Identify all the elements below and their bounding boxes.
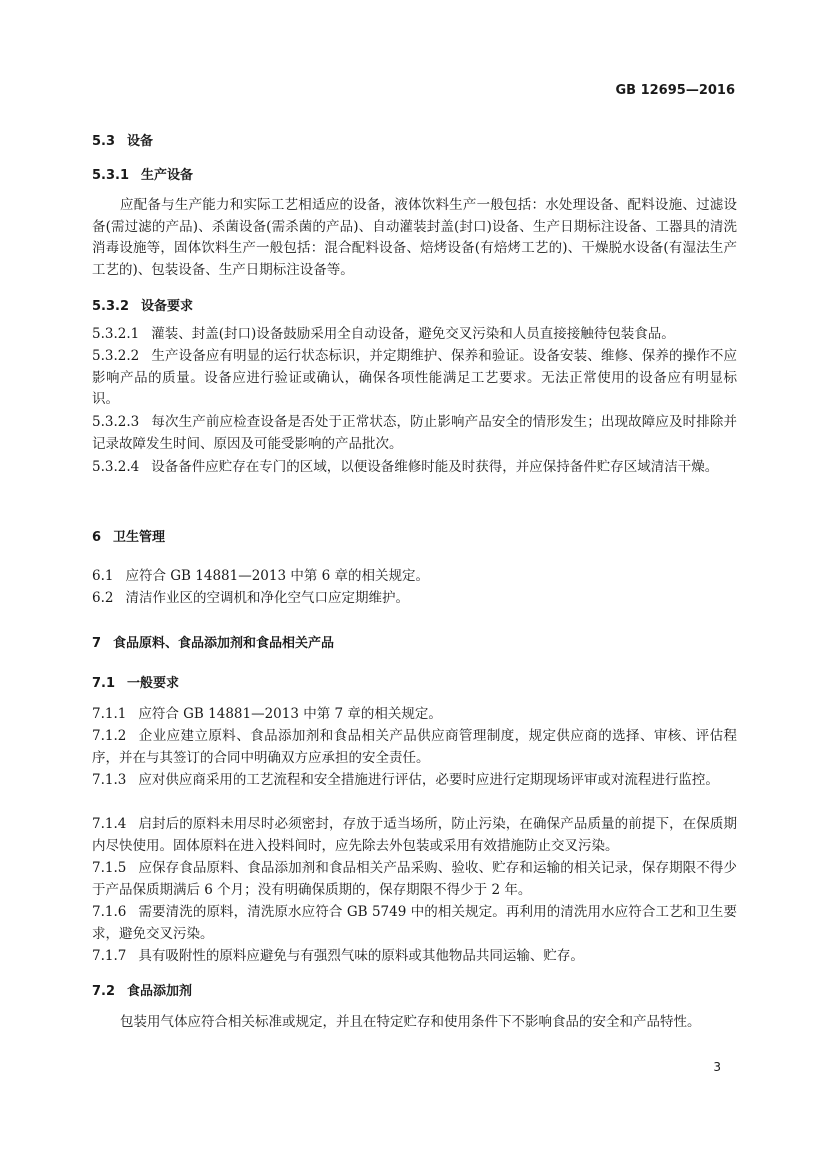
clause-7-1-2 — [92, 726, 737, 769]
section-number: 6 — [92, 530, 102, 545]
heading-5-3 — [92, 130, 153, 149]
clause-text: 生产设备应有明显的运行状态标识，并定期维护、保养和验证。设备安装、维修、保养的操作不应影响产品的质量。设备应进行验证或确认，确保各项性能满足工艺要求。无法正常使用的设备应有明显标识。 — [92, 348, 737, 407]
clause-number: 5.3.2.4 — [92, 459, 140, 475]
clause-7-1-5 — [92, 858, 737, 901]
clause-text: 应保存食品原料、食品添加剂和食品相关产品采购、验收、贮存和运输的相关记录，保存期限不得少于产品保质期满后 6 个月；没有明确保质期的，保存期限不得少于 2 年。 — [92, 860, 737, 898]
clause-7-1-7 — [92, 946, 737, 968]
clause-number: 6.2 — [92, 590, 114, 606]
clause-number: 6.1 — [92, 568, 114, 584]
clause-text: 清洁作业区的空调机和净化空气口应定期维护。 — [125, 590, 409, 606]
section-number: 5.3.2 — [92, 299, 130, 314]
section-title: 食品添加剂 — [127, 984, 193, 999]
section-title: 设备要求 — [141, 299, 194, 314]
section-title: 生产设备 — [141, 168, 194, 183]
section-number: 7.1 — [92, 676, 116, 691]
clause-number: 7.1.3 — [92, 772, 127, 788]
heading-7 — [92, 632, 334, 651]
clause-text: 每次生产前应检查设备是否处于正常状态，防止影响产品安全的情形发生；出现故障应及时排除并记录故障发生时间、原因及可能受影响的产品批次。 — [92, 414, 737, 452]
paragraph-7-2: 包装用气体应符合相关标准或规定，并且在特定贮存和使用条件下不影响食品的安全和产品特性。 — [120, 1014, 701, 1030]
section-title: 设备 — [127, 134, 154, 149]
heading-7-2 — [92, 980, 192, 999]
standard-number: GB 12695—2016 — [615, 83, 735, 98]
clause-7-1-3 — [92, 770, 737, 792]
clause-7-1-6 — [92, 902, 737, 945]
clause-text: 应符合 GB 14881—2013 中第 6 章的相关规定。 — [125, 568, 430, 584]
clause-number: 7.1.2 — [92, 728, 127, 744]
clause-5-3-2-3 — [92, 412, 737, 455]
clause-7-1-4 — [92, 814, 737, 857]
clause-number: 5.3.2.1 — [92, 326, 140, 342]
clause-5-3-2-4 — [92, 457, 737, 479]
section-number: 7.2 — [92, 984, 116, 999]
clause-number: 7.1.7 — [92, 948, 127, 964]
clause-6-1 — [92, 566, 737, 588]
clause-number: 7.1.1 — [92, 706, 127, 722]
clause-number: 7.1.5 — [92, 860, 127, 876]
clause-text: 企业应建立原料、食品添加剂和食品相关产品供应商管理制度，规定供应商的选择、审核、评估程序，并在与其签订的合同中明确双方应承担的安全责任。 — [92, 728, 737, 766]
paragraph-5-3-1: 应配备与生产能力和实际工艺相适应的设备，液体饮料生产一般包括：水处理设备、配料设施、过滤设备(需过滤的产品)、杀菌设备(需杀菌的产品)、自动灌装封盖(封口)设备、生产日期标注设备、工器具的清洗消毒设施等，固体饮料生产一般包括：混合配料设备、焙烤设备(有焙烤工艺的)、干燥脱水设备(有湿法生产工艺的)、包装设备、生产日期标注设备等。 — [92, 197, 737, 278]
clause-6-2 — [92, 588, 737, 610]
section-title: 一般要求 — [127, 676, 180, 691]
heading-6 — [92, 526, 165, 545]
clause-number: 5.3.2.3 — [92, 414, 140, 430]
clause-5-3-2-2 — [92, 346, 737, 411]
clause-text: 启封后的原料未用尽时必须密封，存放于适当场所，防止污染，在确保产品质量的前提下，在保质期内尽快使用。固体原料在进入投料间时，应先除去外包装或采用有效措施防止交叉污染。 — [92, 816, 737, 854]
clause-number: 5.3.2.2 — [92, 348, 140, 364]
clause-text: 需要清洗的原料，清洗原水应符合 GB 5749 中的相关规定。再利用的清洗用水应符合工艺和卫生要求，避免交叉污染。 — [92, 904, 737, 942]
heading-5-3-1 — [92, 164, 193, 183]
clause-5-3-2-1 — [92, 324, 737, 346]
clause-text: 应对供应商采用的工艺流程和安全措施进行评估，必要时应进行定期现场评审或对流程进行监控。 — [138, 772, 719, 788]
heading-7-1 — [92, 672, 179, 691]
clause-7-1-1 — [92, 704, 737, 726]
clause-number: 7.1.4 — [92, 816, 127, 832]
clause-text: 应符合 GB 14881—2013 中第 7 章的相关规定。 — [138, 706, 442, 722]
section-number: 7 — [92, 636, 102, 651]
clause-number: 7.1.6 — [92, 904, 127, 920]
section-number: 5.3 — [92, 134, 116, 149]
clause-text: 具有吸附性的原料应避免与有强烈气味的原料或其他物品共同运输、贮存。 — [138, 948, 584, 964]
section-title: 卫生管理 — [113, 530, 166, 545]
section-number: 5.3.1 — [92, 168, 130, 183]
section-title: 食品原料、食品添加剂和食品相关产品 — [113, 636, 335, 651]
heading-5-3-2 — [92, 295, 193, 314]
page-number: 3 — [713, 1060, 721, 1074]
clause-text: 灌装、封盖(封口)设备鼓励采用全自动设备，避免交叉污染和人员直接接触待包装食品。 — [151, 326, 675, 342]
clause-text: 设备备件应贮存在专门的区域，以便设备维修时能及时获得，并应保持备件贮存区域清洁干燥。 — [151, 459, 719, 475]
